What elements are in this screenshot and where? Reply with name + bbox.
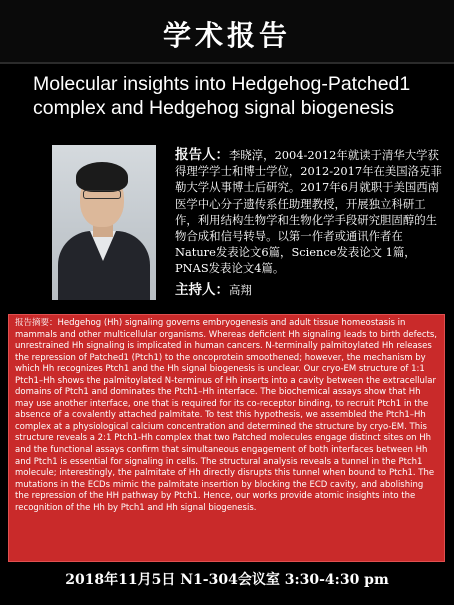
header-title: 学术报告	[162, 19, 291, 52]
photo-hair	[76, 162, 128, 192]
speaker-photo	[52, 145, 156, 300]
host-label: 主持人：	[175, 282, 229, 298]
abstract-box	[8, 314, 445, 562]
header-banner	[0, 0, 454, 62]
photo-glasses	[83, 190, 121, 199]
speaker-bio	[175, 147, 443, 277]
header-divider	[0, 62, 454, 64]
host-name: 高翔	[229, 283, 252, 297]
speaker-bio-text: 李晓淳，2004-2012年就读于清华大学获得理学学士和博士学位，2012-2017年在美国洛克菲勒大学从事博士后研究。2017年6月就职于美国西南医学中心分子遗传系任助理教授，开展独立科研工作，利用结构生物学和生物化学手段研究胆固醇的生物合成和信号转导。以第一作者或通讯作者在Nature发表论文6篇，Science发表论文 1篇， PNAS发表论文4篇。	[175, 148, 442, 276]
speaker-label: 报告人：	[175, 147, 229, 163]
abstract-text: Hedgehog (Hh) signaling governs embryogenesis and adult tissue homeostasis in mammals and other multicellular organisms. Whereas deficient Hh signaling leads to birth defects, unrestrained Hh signaling is implicated in human cancers. N-terminally palmitoylated Hh releases the repression of Patched1 (Ptch1) to the oncoprotein smoothened; however, the mechanism by which Hh recognizes Ptch1 and the Hh signal biogenesis is unclear. Our cryo-EM structure of 1:1 Ptch1–Hh shows the palmitoylated N-terminus of Hh inserts into a cavity between the extracellular domains of Ptch1 and dominates the Ptch1–Hh interface. The biochemical assays show that Hh may use another interface, one that is required for its co-receptor binding, to recruit Ptch1 in the absence of a covalently attached palmitate. To test this hypothesis, we assembled the Ptch1–Hh complex at a physiological calcium concentration and determined the structure by cryo-EM. This structure reveals a 2:1 Ptch1-Hh complex that two Patched molecules engage distinct sites on Hh and the functional assays confirm that simultaneous engagement of both interfaces between Hh and Ptch1 is essential for signaling in cells. The structural analysis reveals a tunnel in the Ptch1 molecule; interestingly, the palmitate of Hh directly disrupts this tunnel when bound to Ptch1. The mutations in the ECDs mimic the palmitate insertion by blocking the ECD cavity, and abolishing the repression of the HH pathway by Ptch1. Hence, our works provide atomic insights into the recognition of the Hh by Ptch1 and Hh signal biogenesis.	[15, 318, 437, 513]
abstract-label: 报告摘要：	[15, 318, 58, 328]
host-line	[175, 278, 252, 298]
talk-title: Molecular insights into Hedgehog-Patched1 complex and Hedgehog signal biogenesis	[33, 73, 411, 119]
event-info: 2018年11月5日 N1-304会议室 3:30-4:30 pm	[65, 572, 389, 588]
